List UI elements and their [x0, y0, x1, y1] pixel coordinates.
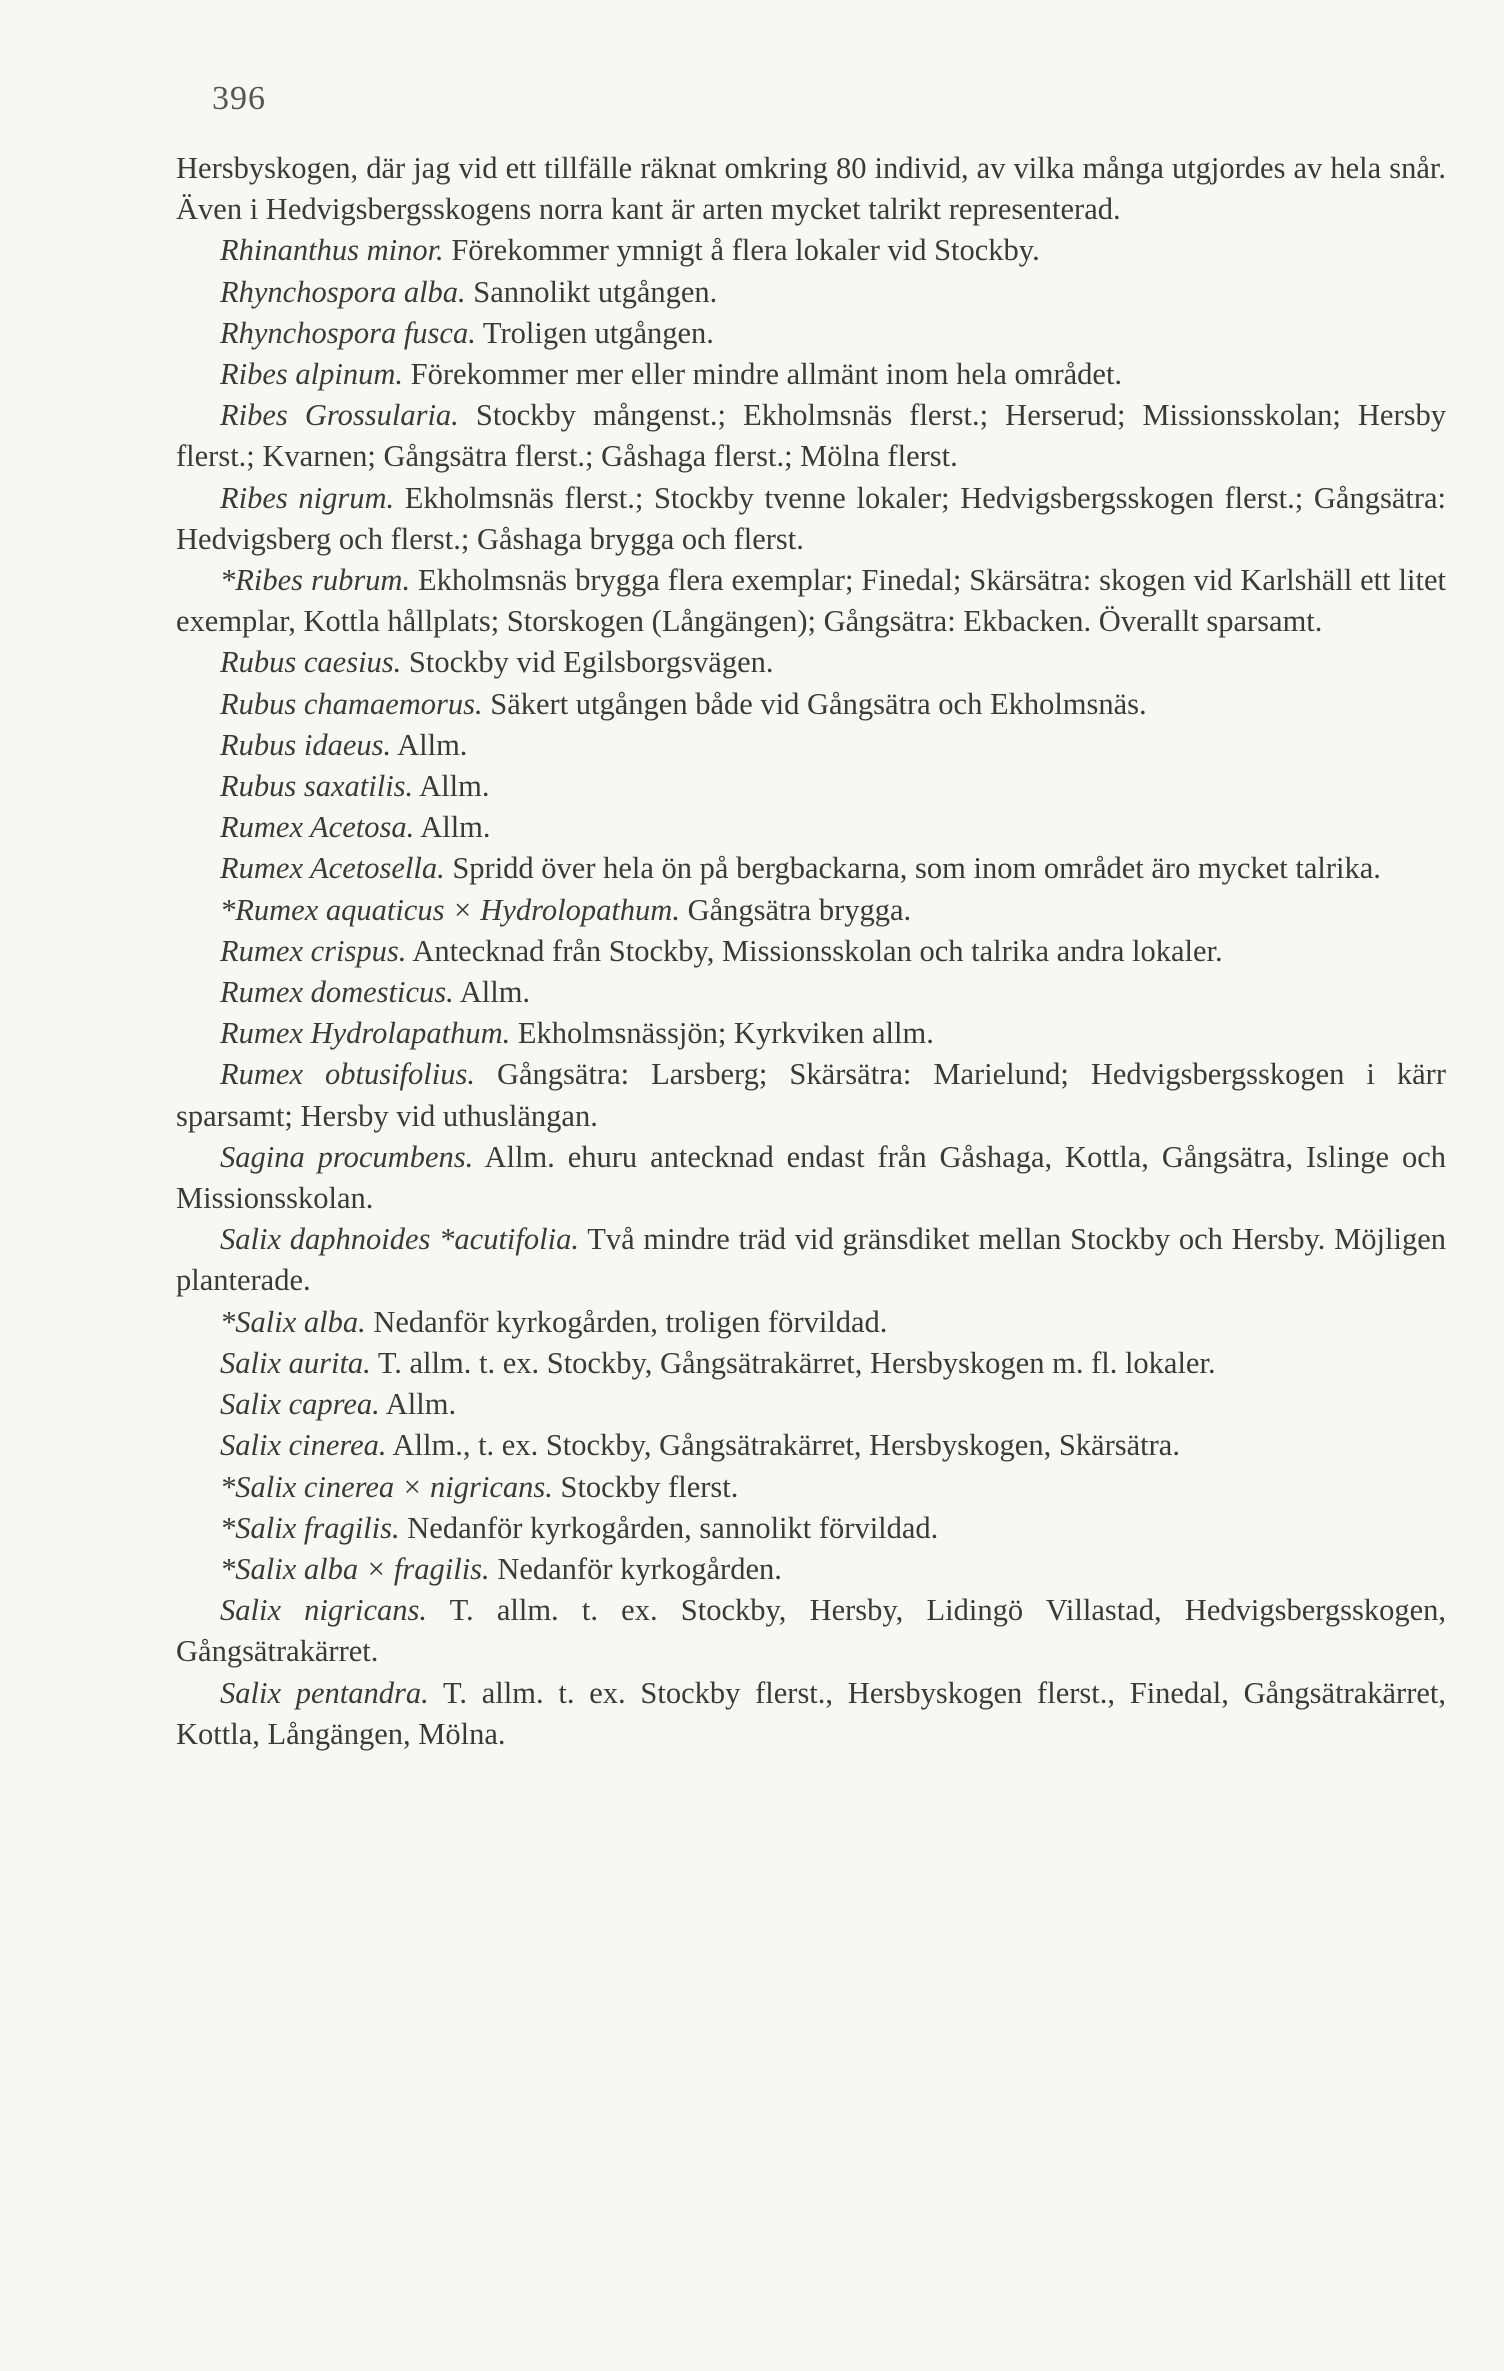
species-entry — [176, 1137, 1446, 1219]
entry-text: Allm. — [419, 769, 490, 804]
entry-text: Förekommer ymnigt å flera lokaler vid Stockby. — [451, 233, 1040, 268]
entry-text: Stockby mångenst.; Ekholmsnäs flerst.; Herserud; Missionsskolan; Hersby flerst.; Kvarnen; Gångsätra flerst.; Gåshaga flerst.; Mölna flerst. — [176, 398, 1446, 474]
species-entry — [176, 1673, 1446, 1755]
entry-text: Nedanför kyrkogården, troligen förvildad. — [373, 1304, 888, 1339]
species-entry — [176, 807, 1446, 848]
species-entry — [176, 848, 1446, 889]
species-entry — [176, 642, 1446, 683]
entry-text: Antecknad från Stockby, Missionsskolan och talrika andra lokaler. — [412, 933, 1223, 968]
entry-text: Spridd över hela ön på bergbackarna, som inom området äro mycket talrika. — [452, 851, 1381, 886]
species-name: *Salix cinerea × nigricans. — [220, 1469, 553, 1504]
species-name: Rumex Acetosella. — [220, 851, 445, 886]
species-name: Salix aurita. — [220, 1345, 371, 1380]
entry-text: T. allm. t. ex. Stockby flerst., Hersbyskogen flerst., Finedal, Gångsätrakärret, Kottla, Långängen, Mölna. — [176, 1675, 1446, 1751]
entry-text: Säkert utgången både vid Gångsätra och Ekholmsnäs. — [490, 686, 1147, 721]
species-entry — [176, 766, 1446, 807]
species-entry — [176, 395, 1446, 477]
species-name: *Ribes rubrum. — [220, 563, 411, 598]
species-entry — [176, 890, 1446, 931]
continuation-paragraph — [176, 148, 1446, 230]
species-entry — [176, 1508, 1446, 1549]
species-name: Salix daphnoides *acutifolia. — [220, 1222, 579, 1257]
entry-text: Gångsätra: Larsberg; Skärsätra: Marielund; Hedvigsbergsskogen i kärr sparsamt; Hersby vid uthuslängan. — [176, 1057, 1446, 1133]
entry-text: Gångsätra brygga. — [687, 892, 912, 927]
entry-text: Stockby vid Egilsborgsvägen. — [408, 645, 774, 680]
species-entry — [176, 1425, 1446, 1466]
species-name: Rubus saxatilis. — [220, 769, 414, 804]
species-name: Rhynchospora alba. — [220, 274, 466, 309]
entry-text: Ekholmsnäs flerst.; Stockby tvenne lokaler; Hedvigsbergsskogen flerst.; Gångsätra: Hedvigsberg och flerst.; Gåshaga brygga och flerst. — [176, 480, 1446, 556]
text-body — [176, 148, 1446, 1755]
species-entry — [176, 1054, 1446, 1136]
species-entry — [176, 1467, 1446, 1508]
species-name: Rumex Acetosa. — [220, 810, 415, 845]
species-entry — [176, 313, 1446, 354]
species-name: *Salix fragilis. — [220, 1510, 400, 1545]
species-name: Ribes nigrum. — [220, 480, 395, 515]
species-name: Rumex crispus. — [220, 933, 407, 968]
page-number: 396 — [212, 80, 266, 117]
entry-text: Nedanför kyrkogården. — [497, 1551, 782, 1586]
species-name: Rhinanthus minor. — [220, 233, 444, 268]
entry-text: Ekholmsnässjön; Kyrkviken allm. — [517, 1016, 934, 1051]
species-entry — [176, 560, 1446, 642]
entry-text: Allm. — [385, 1387, 457, 1422]
entry-text: Hersbyskogen, där jag vid ett tillfälle räknat omkring 80 individ, av vilka många utgjordes av hela snår. Även i Hedvigsbergsskogens norra kant är arten mycket talrikt representerad. — [176, 151, 1446, 227]
species-entry — [176, 272, 1446, 313]
entry-text: Stockby flerst. — [560, 1469, 739, 1504]
species-entry — [176, 1219, 1446, 1301]
species-name: Rumex obtusifolius. — [220, 1057, 475, 1092]
species-entry — [176, 354, 1446, 395]
entry-text: Troligen utgången. — [482, 315, 714, 350]
species-name: Salix nigricans. — [220, 1593, 428, 1628]
entry-text: T. allm. t. ex. Stockby, Hersby, Lidingö Villastad, Hedvigsbergsskogen, Gångsätrakärret. — [176, 1593, 1446, 1669]
species-name: Sagina procumbens. — [220, 1139, 474, 1174]
entry-text: Ekholmsnäs brygga flera exemplar; Finedal; Skärsätra: skogen vid Karlshäll ett litet exemplar, Kottla hållplats; Storskogen (Långängen); Gångsätra: Ekbacken. Överallt sparsamt. — [176, 563, 1446, 639]
species-entry — [176, 478, 1446, 560]
species-name: Rubus idaeus. — [220, 727, 392, 762]
entry-text: Två mindre träd vid gränsdiket mellan Stockby och Hersby. Möjligen planterade. — [176, 1222, 1446, 1298]
species-entry — [176, 931, 1446, 972]
species-name: Ribes Grossularia. — [220, 398, 459, 433]
entry-text: Sannolikt utgången. — [473, 274, 718, 309]
entry-text: Nedanför kyrkogården, sannolikt förvildad. — [407, 1510, 939, 1545]
species-name: Salix caprea. — [220, 1387, 380, 1422]
entry-text: Förekommer mer eller mindre allmänt inom hela området. — [410, 357, 1123, 392]
species-name: Salix cinerea. — [220, 1428, 387, 1463]
species-name: Ribes alpinum. — [220, 357, 403, 392]
species-entry — [176, 725, 1446, 766]
species-name: Rhynchospora fusca. — [220, 315, 476, 350]
species-entry — [176, 1013, 1446, 1054]
species-name: Rubus caesius. — [220, 645, 402, 680]
entry-text: Allm. — [459, 975, 531, 1010]
species-name: *Salix alba. — [220, 1304, 366, 1339]
species-entry — [176, 972, 1446, 1013]
species-name: *Rumex aquaticus × Hydrolopathum. — [220, 892, 680, 927]
species-name: Rumex domesticus. — [220, 975, 454, 1010]
entry-text: Allm. — [397, 727, 468, 762]
species-entry — [176, 1302, 1446, 1343]
species-entry — [176, 1549, 1446, 1590]
species-entry — [176, 1384, 1446, 1425]
entry-text: T. allm. t. ex. Stockby, Gångsätrakärret, Hersbyskogen m. fl. lokaler. — [377, 1345, 1216, 1380]
entry-text: Allm. — [420, 810, 491, 845]
entry-text: Allm., t. ex. Stockby, Gångsätrakärret, Hersbyskogen, Skärsätra. — [392, 1428, 1180, 1463]
species-entry — [176, 1343, 1446, 1384]
species-name: Rubus chamaemorus. — [220, 686, 483, 721]
species-name: *Salix alba × fragilis. — [220, 1551, 490, 1586]
entry-text: Allm. ehuru antecknad endast från Gåshaga, Kottla, Gångsätra, Islinge och Missionsskolan. — [176, 1139, 1446, 1216]
species-entry — [176, 684, 1446, 725]
species-entry — [176, 1590, 1446, 1672]
species-entry — [176, 230, 1446, 271]
species-name: Salix pentandra. — [220, 1675, 429, 1710]
species-name: Rumex Hydrolapathum. — [220, 1016, 511, 1051]
